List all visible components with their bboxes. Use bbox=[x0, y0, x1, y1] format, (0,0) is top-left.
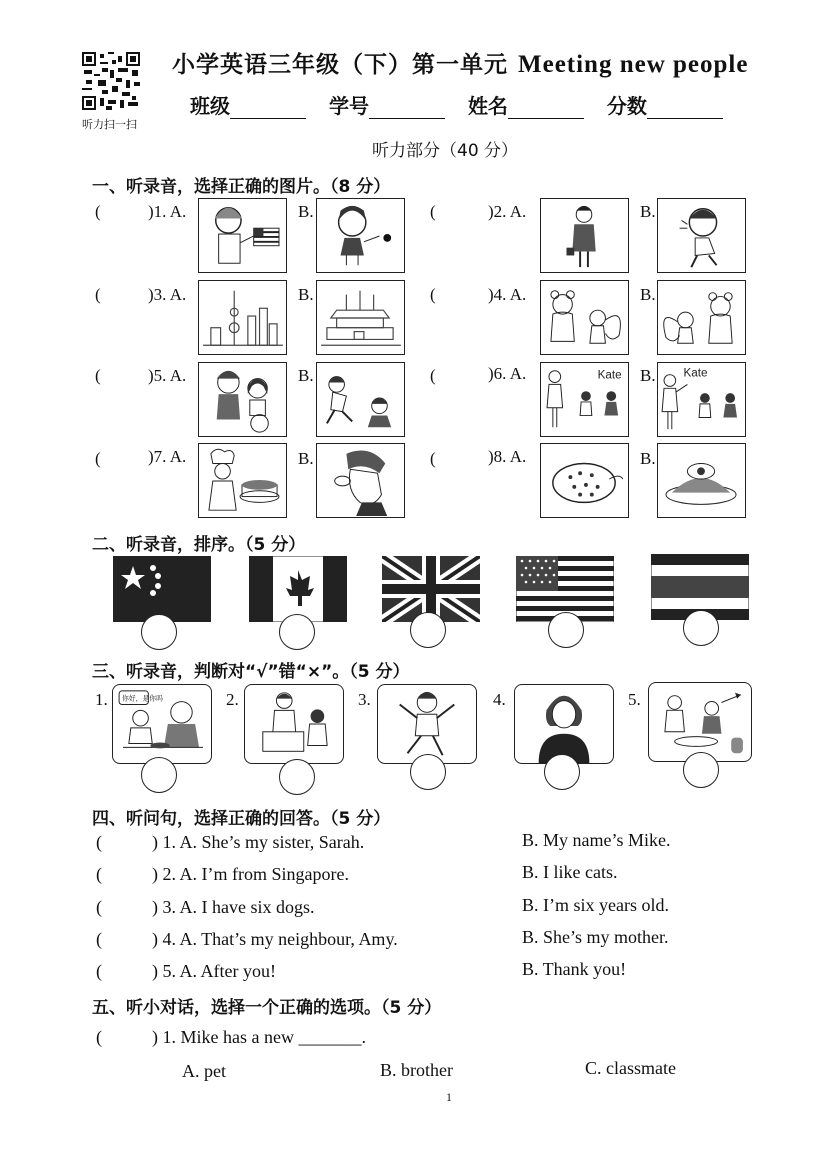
student-info-fields bbox=[190, 90, 723, 119]
judge-circle-1[interactable] bbox=[141, 757, 177, 793]
canada-flag-icon bbox=[249, 556, 347, 622]
china-flag bbox=[113, 556, 211, 622]
person-eating-icon bbox=[317, 444, 404, 517]
q6-number: )6. A. bbox=[488, 364, 527, 383]
section2-heading: 二、听录音，排序。（5 分） bbox=[92, 535, 306, 555]
q4-3-option-b: B. I’m six years old. bbox=[522, 895, 669, 915]
listening-part-heading: 听力部分（40 分） bbox=[372, 141, 519, 161]
q4-4-option-b: B. She’s my mother. bbox=[522, 927, 669, 947]
judge-circle-3[interactable] bbox=[410, 754, 446, 790]
title-english: Meeting new people bbox=[518, 51, 749, 78]
q4-1-option-b: B. My name’s Mike. bbox=[522, 830, 671, 850]
q5-paren[interactable]: ( bbox=[95, 366, 101, 385]
q8-picture-a[interactable] bbox=[540, 443, 629, 518]
three-people-pointing-icon bbox=[658, 363, 745, 436]
boy-waving-icon bbox=[378, 685, 476, 763]
boy-helping-girl-wheelchair-icon bbox=[199, 363, 286, 436]
qr-code[interactable] bbox=[82, 52, 140, 110]
q4-3-paren[interactable]: ( bbox=[96, 897, 102, 917]
q1-number: )1. A. bbox=[148, 202, 187, 221]
canada-flag bbox=[249, 556, 347, 622]
q4-b-label: B. bbox=[640, 285, 656, 304]
q3-number: )3. A. bbox=[148, 285, 187, 304]
q6-paren[interactable]: ( bbox=[430, 366, 436, 385]
sequence-circle-5[interactable] bbox=[683, 610, 719, 646]
class-label: 班级 bbox=[190, 94, 230, 118]
sequence-circle-1[interactable] bbox=[141, 614, 177, 650]
sequence-circle-4[interactable] bbox=[548, 612, 584, 648]
score-label: 分数 bbox=[606, 94, 647, 118]
q5-1-option-c[interactable]: C. classmate bbox=[585, 1058, 676, 1078]
qr-label: 听力扫一扫 bbox=[82, 118, 137, 131]
bear-and-squirrel-icon bbox=[541, 281, 628, 354]
page-number: 1 bbox=[446, 1090, 452, 1104]
qr-code-icon bbox=[82, 52, 140, 110]
man-in-suit-icon bbox=[541, 199, 628, 272]
judge-1-picture[interactable] bbox=[112, 684, 212, 764]
q8-number: )8. A. bbox=[488, 447, 527, 466]
kate-label-a: Kate bbox=[597, 368, 622, 382]
judge-3-picture[interactable] bbox=[377, 684, 477, 764]
q2-paren[interactable]: ( bbox=[430, 202, 436, 221]
q4-3-option-a: ) 3. A. I have six dogs. bbox=[152, 897, 315, 917]
judge-4-number: 4. bbox=[493, 690, 506, 709]
q6-b-label: B. bbox=[640, 366, 656, 385]
q5-1-option-b[interactable]: B. brother bbox=[380, 1060, 453, 1080]
q7-picture-a[interactable] bbox=[198, 443, 287, 518]
family-pointing-icon bbox=[649, 683, 751, 761]
q4-2-option-b: B. I like cats. bbox=[522, 862, 618, 882]
sequence-circle-2[interactable] bbox=[279, 614, 315, 650]
q5-picture-a[interactable] bbox=[198, 362, 287, 437]
china-flag-icon bbox=[113, 556, 211, 622]
judge-4-picture[interactable] bbox=[514, 684, 614, 764]
student-number-label: 学号 bbox=[328, 94, 369, 118]
teacher-and-girl-icon bbox=[245, 685, 343, 763]
score-input-line[interactable] bbox=[647, 100, 723, 119]
q5-b-label: B. bbox=[298, 366, 314, 385]
q7-number: )7. A. bbox=[148, 447, 187, 466]
q2-picture-a[interactable] bbox=[540, 198, 629, 273]
q8-b-label: B. bbox=[640, 449, 656, 468]
name-label: 姓名 bbox=[467, 94, 508, 118]
page-title bbox=[172, 46, 748, 79]
q4-5-paren[interactable]: ( bbox=[96, 961, 102, 981]
q4-picture-a[interactable] bbox=[540, 280, 629, 355]
q4-4-option-a: ) 4. A. That’s my neighbour, Amy. bbox=[152, 929, 398, 949]
q3-picture-b[interactable] bbox=[316, 280, 405, 355]
boy-running-icon bbox=[658, 199, 745, 272]
q4-2-option-a: ) 2. A. I’m from Singapore. bbox=[152, 864, 349, 884]
q7-picture-b[interactable] bbox=[316, 443, 405, 518]
q5-1-question: ) 1. Mike has a new _______. bbox=[152, 1027, 366, 1047]
q5-number: )5. A. bbox=[148, 366, 187, 385]
title-chinese: 小学英语三年级（下）第一单元 bbox=[172, 51, 508, 78]
q6-picture-a[interactable] bbox=[540, 362, 629, 437]
q4-5-option-a: ) 5. A. After you! bbox=[152, 961, 276, 981]
student-number-input-line[interactable] bbox=[369, 100, 445, 119]
q1-picture-b[interactable] bbox=[316, 198, 405, 273]
q2-b-label: B. bbox=[640, 202, 656, 221]
girl-with-usa-flag-icon bbox=[199, 199, 286, 272]
q1-paren[interactable]: ( bbox=[95, 202, 101, 221]
q4-number: )4. A. bbox=[488, 285, 527, 304]
q2-picture-b[interactable] bbox=[657, 198, 746, 273]
q8-picture-b[interactable] bbox=[657, 443, 746, 518]
kate-label-b: Kate bbox=[683, 366, 708, 380]
judge-1-number: 1. bbox=[95, 690, 108, 709]
judge-5-picture[interactable] bbox=[648, 682, 752, 762]
judge-3-number: 3. bbox=[358, 690, 371, 709]
boy-bumping-girl-icon bbox=[317, 363, 404, 436]
sequence-circle-3[interactable] bbox=[410, 612, 446, 648]
judge-2-picture[interactable] bbox=[244, 684, 344, 764]
section4-heading: 四、听问句，选择正确的回答。（5 分） bbox=[92, 809, 391, 829]
judge-1-bubble-text: 你好，是你吗 bbox=[122, 694, 163, 703]
judge-circle-4[interactable] bbox=[544, 754, 580, 790]
q4-4-paren[interactable]: ( bbox=[96, 929, 102, 949]
judge-5-number: 5. bbox=[628, 690, 641, 709]
section3-heading: 三、听录音，判断对“√”错“×”。（5 分） bbox=[92, 662, 410, 682]
family-at-table-icon bbox=[113, 685, 211, 763]
section5-heading: 五、听小对话，选择一个正确的选项。（5 分） bbox=[92, 998, 442, 1018]
q4-1-option-a: ) 1. A. She’s my sister, Sarah. bbox=[152, 832, 365, 852]
section1-heading: 一、听录音，选择正确的图片。（8 分） bbox=[92, 177, 391, 197]
girl-with-ball-icon bbox=[317, 199, 404, 272]
q6-picture-b[interactable] bbox=[657, 362, 746, 437]
q5-1-option-a[interactable]: A. pet bbox=[182, 1061, 226, 1081]
squirrel-and-bear-icon bbox=[658, 281, 745, 354]
q8-paren[interactable]: ( bbox=[430, 449, 436, 468]
tiananmen-icon bbox=[317, 281, 404, 354]
q7-b-label: B. bbox=[298, 449, 314, 468]
q5-1-paren[interactable]: ( bbox=[96, 1027, 102, 1047]
q3-paren[interactable]: ( bbox=[95, 285, 101, 304]
woman-portrait-icon bbox=[515, 685, 613, 763]
q2-number: )2. A. bbox=[488, 202, 527, 221]
q3-picture-a[interactable] bbox=[198, 280, 287, 355]
fried-rice-with-egg-icon bbox=[658, 444, 745, 517]
judge-circle-5[interactable] bbox=[683, 752, 719, 788]
q4-paren[interactable]: ( bbox=[430, 285, 436, 304]
judge-circle-2[interactable] bbox=[279, 759, 315, 795]
shanghai-skyline-icon bbox=[199, 281, 286, 354]
q1-b-label: B. bbox=[298, 202, 314, 221]
name-input-line[interactable] bbox=[508, 100, 584, 119]
judge-2-number: 2. bbox=[226, 690, 239, 709]
q4-2-paren[interactable]: ( bbox=[96, 864, 102, 884]
q4-picture-b[interactable] bbox=[657, 280, 746, 355]
pineapple-slice-icon bbox=[541, 444, 628, 517]
q4-5-option-b: B. Thank you! bbox=[522, 959, 627, 979]
chef-with-cake-icon bbox=[199, 444, 286, 517]
q4-1-paren[interactable]: ( bbox=[96, 832, 102, 852]
q3-b-label: B. bbox=[298, 285, 314, 304]
q7-paren[interactable]: ( bbox=[95, 449, 101, 468]
class-input-line[interactable] bbox=[230, 100, 306, 119]
q1-picture-a[interactable] bbox=[198, 198, 287, 273]
q5-picture-b[interactable] bbox=[316, 362, 405, 437]
three-people-icon bbox=[541, 363, 628, 436]
